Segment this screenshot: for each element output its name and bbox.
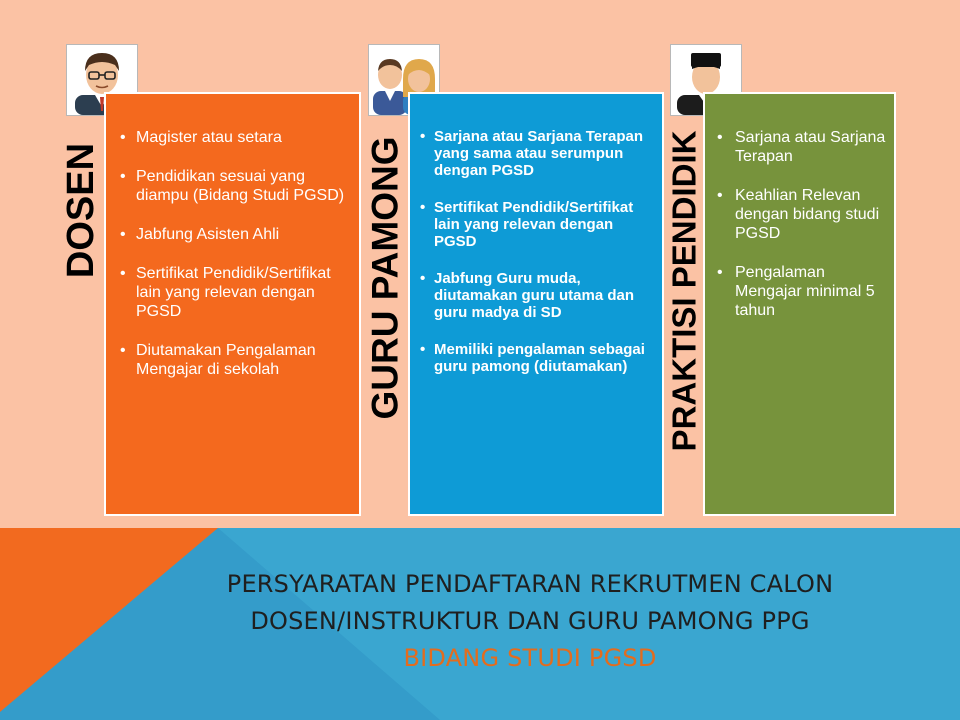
list-item: • Sarjana atau Sarjana Terapan: [717, 128, 886, 166]
title-line-2: DOSEN/INSTRUKTUR DAN GURU PAMONG PPG: [250, 607, 810, 635]
praktisi-pendidik-requirements-card: [703, 92, 896, 516]
list-item: • Sertifikat Pendidik/Sertifikat lain yang relevan dengan PGSD: [420, 199, 654, 250]
list-item: • Memiliki pengalaman sebagai guru pamong (diutamakan): [420, 341, 654, 375]
list-item: • Keahlian Relevan dengan bidang studi PGSD: [717, 186, 886, 243]
dosen-label: DOSEN: [60, 142, 103, 278]
list-item: • Magister atau setara: [120, 128, 349, 147]
list-item: • Sertifikat Pendidik/Sertifikat lain yang relevan dengan PGSD: [120, 264, 349, 321]
title-line-3: BIDANG STUDI PGSD: [403, 644, 657, 672]
praktisi-pendidik-label: PRAKTISI PENDIDIK: [665, 130, 702, 452]
title-line-1: PERSYARATAN PENDAFTARAN REKRUTMEN CALON: [226, 570, 834, 598]
guru-pamong-requirements-card: [408, 92, 664, 516]
slide-title: [150, 566, 910, 677]
list-item: • Pendidikan sesuai yang diampu (Bidang Studi PGSD): [120, 167, 349, 205]
list-item: • Diutamakan Pengalaman Mengajar di sekolah: [120, 341, 349, 379]
list-item: • Sarjana atau Sarjana Terapan yang sama atau serumpun dengan PGSD: [420, 128, 654, 179]
dosen-requirements-card: [104, 92, 361, 516]
list-item: • Pengalaman Mengajar minimal 5 tahun: [717, 263, 886, 320]
list-item: • Jabfung Asisten Ahli: [120, 225, 349, 244]
list-item: • Jabfung Guru muda, diutamakan guru utama dan guru madya di SD: [420, 270, 654, 321]
guru-pamong-label: GURU PAMONG: [364, 136, 406, 420]
